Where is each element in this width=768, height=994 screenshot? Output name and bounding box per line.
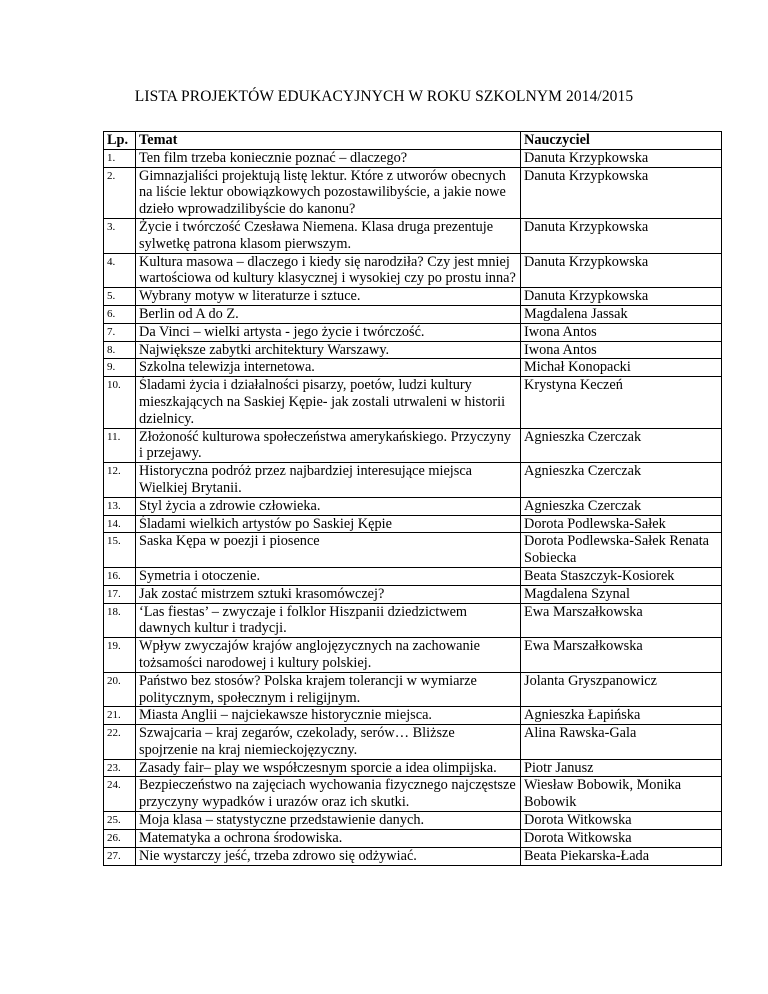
- row-topic: Saska Kępa w poezji i piosence: [136, 533, 521, 568]
- table-row: [104, 759, 722, 777]
- row-number: 24.: [104, 777, 136, 812]
- row-number: 18.: [104, 603, 136, 638]
- table-row: [104, 288, 722, 306]
- row-number: 17.: [104, 585, 136, 603]
- row-number: 2.: [104, 167, 136, 218]
- table-row: [104, 707, 722, 725]
- table-row: [104, 777, 722, 812]
- row-topic: Jak zostać mistrzem sztuki krasomówczej?: [136, 585, 521, 603]
- row-number: 26.: [104, 829, 136, 847]
- row-number: 3.: [104, 218, 136, 253]
- row-teacher: Ewa Marszałkowska: [521, 638, 722, 673]
- table-row: [104, 847, 722, 866]
- row-number: 9.: [104, 359, 136, 377]
- table-row: [104, 323, 722, 341]
- row-topic: Śladami wielkich artystów po Saskiej Kępie: [136, 515, 521, 533]
- row-number: 22.: [104, 725, 136, 760]
- row-topic: Miasta Anglii – najciekawsze historycznie miejsca.: [136, 707, 521, 725]
- row-teacher: Piotr Janusz: [521, 759, 722, 777]
- row-number: 19.: [104, 638, 136, 673]
- row-teacher: Agnieszka Łapińska: [521, 707, 722, 725]
- row-teacher: Danuta Krzypkowska: [521, 253, 722, 288]
- row-teacher: Beata Staszczyk-Kosiorek: [521, 567, 722, 585]
- row-teacher: Dorota Witkowska: [521, 829, 722, 847]
- row-topic: Moja klasa – statystyczne przedstawienie danych.: [136, 812, 521, 830]
- row-teacher: Danuta Krzypkowska: [521, 149, 722, 167]
- row-teacher: Danuta Krzypkowska: [521, 288, 722, 306]
- table-row: [104, 638, 722, 673]
- table-row: [104, 829, 722, 847]
- row-number: 14.: [104, 515, 136, 533]
- row-topic: Wybrany motyw w literaturze i sztuce.: [136, 288, 521, 306]
- table-row: [104, 377, 722, 428]
- table-row: [104, 305, 722, 323]
- row-topic: Nie wystarczy jeść, trzeba zdrowo się odżywiać.: [136, 847, 521, 866]
- row-number: 25.: [104, 812, 136, 830]
- page-title: LISTA PROJEKTÓW EDUKACYJNYCH W ROKU SZKOLNYM 2014/2015: [134, 88, 634, 105]
- row-topic: Berlin od A do Z.: [136, 305, 521, 323]
- row-teacher: Michał Konopacki: [521, 359, 722, 377]
- row-topic: Życie i twórczość Czesława Niemena. Klasa druga prezentuje sylwetkę patrona klasom pierwszym.: [136, 218, 521, 253]
- row-teacher: Magdalena Jassak: [521, 305, 722, 323]
- row-teacher: Krystyna Keczeń: [521, 377, 722, 428]
- row-number: 11.: [104, 428, 136, 463]
- row-topic: Szwajcaria – kraj zegarów, czekolady, serów… Bliższe spojrzenie na kraj niemieckojęzyczny.: [136, 725, 521, 760]
- row-teacher: Iwona Antos: [521, 341, 722, 359]
- projects-table: [103, 131, 722, 866]
- table-row: [104, 812, 722, 830]
- row-teacher: Wiesław Bobowik, Monika Bobowik: [521, 777, 722, 812]
- row-teacher: Danuta Krzypkowska: [521, 167, 722, 218]
- table-row: [104, 515, 722, 533]
- table-row: [104, 428, 722, 463]
- row-number: 5.: [104, 288, 136, 306]
- row-topic: Państwo bez stosów? Polska krajem tolerancji w wymiarze politycznym, społecznym i religijnym.: [136, 672, 521, 707]
- row-teacher: Jolanta Gryszpanowicz: [521, 672, 722, 707]
- table-row: [104, 253, 722, 288]
- row-number: 6.: [104, 305, 136, 323]
- table-row: [104, 359, 722, 377]
- row-teacher: Iwona Antos: [521, 323, 722, 341]
- row-number: 15.: [104, 533, 136, 568]
- row-teacher: Magdalena Szynal: [521, 585, 722, 603]
- row-teacher: Ewa Marszałkowska: [521, 603, 722, 638]
- row-topic: Ten film trzeba koniecznie poznać – dlaczego?: [136, 149, 521, 167]
- table-row: [104, 533, 722, 568]
- row-topic: Gimnazjaliści projektują listę lektur. Które z utworów obecnych na liście lektur obowiązkowych pozostawilibyście, a jakie nowe dzieło wprowadzilibyście do kanonu?: [136, 167, 521, 218]
- row-number: 10.: [104, 377, 136, 428]
- header-lp: Lp.: [104, 132, 136, 150]
- row-number: 4.: [104, 253, 136, 288]
- row-topic: Symetria i otoczenie.: [136, 567, 521, 585]
- row-topic: Szkolna telewizja internetowa.: [136, 359, 521, 377]
- row-number: 21.: [104, 707, 136, 725]
- row-teacher: Dorota Podlewska-Sałek Renata Sobiecka: [521, 533, 722, 568]
- row-number: 13.: [104, 497, 136, 515]
- row-number: 20.: [104, 672, 136, 707]
- row-topic: Największe zabytki architektury Warszawy.: [136, 341, 521, 359]
- row-topic: Kultura masowa – dlaczego i kiedy się narodziła? Czy jest mniej wartościowa od kultury klasycznej i wysokiej czy po prostu inna?: [136, 253, 521, 288]
- row-number: 27.: [104, 847, 136, 866]
- row-topic: Wpływ zwyczajów krajów anglojęzycznych na zachowanie tożsamości narodowej i kultury polskiej.: [136, 638, 521, 673]
- row-topic: Matematyka a ochrona środowiska.: [136, 829, 521, 847]
- row-number: 1.: [104, 149, 136, 167]
- row-teacher: Dorota Podlewska-Sałek: [521, 515, 722, 533]
- table-row: [104, 497, 722, 515]
- table-row: [104, 218, 722, 253]
- row-topic: Da Vinci – wielki artysta - jego życie i twórczość.: [136, 323, 521, 341]
- table-row: [104, 167, 722, 218]
- table-row: [104, 672, 722, 707]
- table-row: [104, 567, 722, 585]
- table-header-row: [104, 132, 722, 150]
- row-topic: Złożoność kulturowa społeczeństwa amerykańskiego. Przyczyny i przejawy.: [136, 428, 521, 463]
- row-number: 7.: [104, 323, 136, 341]
- row-teacher: Beata Piekarska-Łada: [521, 847, 722, 866]
- row-teacher: Agnieszka Czerczak: [521, 463, 722, 498]
- table-row: [104, 463, 722, 498]
- table-row: [104, 603, 722, 638]
- row-number: 12.: [104, 463, 136, 498]
- row-topic: Historyczna podróż przez najbardziej interesujące miejsca Wielkiej Brytanii.: [136, 463, 521, 498]
- row-topic: Bezpieczeństwo na zajęciach wychowania fizycznego najczęstsze przyczyny wypadków i urazów oraz ich skutki.: [136, 777, 521, 812]
- table-row: [104, 585, 722, 603]
- table-row: [104, 149, 722, 167]
- row-teacher: Agnieszka Czerczak: [521, 497, 722, 515]
- row-topic: Zasady fair– play we współczesnym sporcie a idea olimpijska.: [136, 759, 521, 777]
- row-number: 16.: [104, 567, 136, 585]
- row-topic: Śladami życia i działalności pisarzy, poetów, ludzi kultury mieszkających na Saskiej Kępie- jak zostali utrwaleni w historii dzielnicy.: [136, 377, 521, 428]
- row-number: 23.: [104, 759, 136, 777]
- row-topic: ‘Las fiestas’ – zwyczaje i folklor Hiszpanii dziedzictwem dawnych kultur i tradycji.: [136, 603, 521, 638]
- row-topic: Styl życia a zdrowie człowieka.: [136, 497, 521, 515]
- header-temat: Temat: [136, 132, 521, 150]
- table-row: [104, 725, 722, 760]
- table-row: [104, 341, 722, 359]
- row-teacher: Danuta Krzypkowska: [521, 218, 722, 253]
- row-teacher: Alina Rawska-Gala: [521, 725, 722, 760]
- row-teacher: Dorota Witkowska: [521, 812, 722, 830]
- row-number: 8.: [104, 341, 136, 359]
- header-nauczyciel: Nauczyciel: [521, 132, 722, 150]
- row-teacher: Agnieszka Czerczak: [521, 428, 722, 463]
